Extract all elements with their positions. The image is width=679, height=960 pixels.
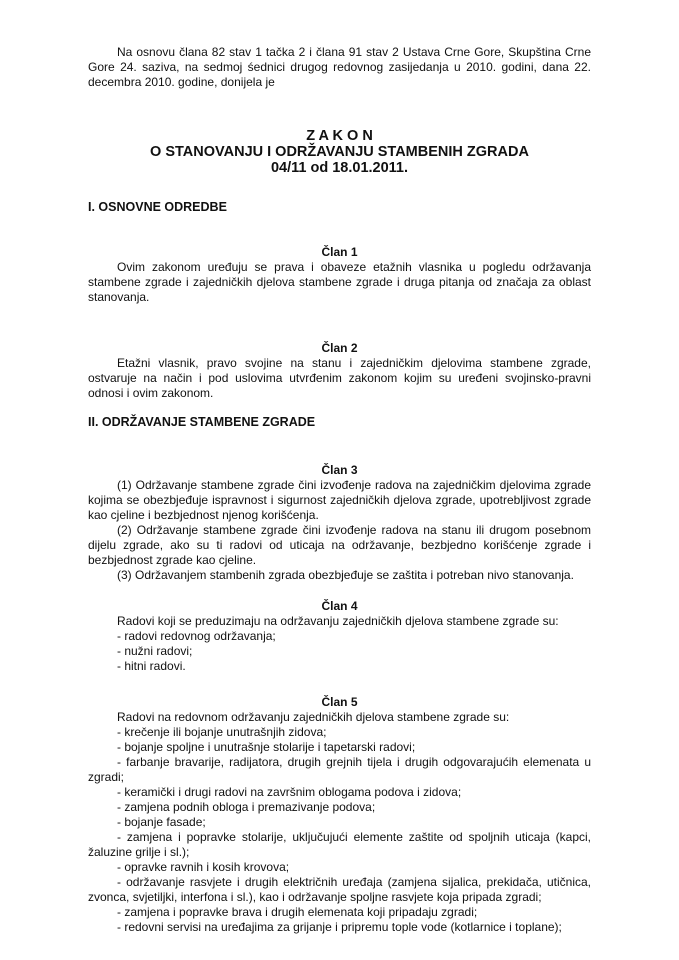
clan-4-item: - radovi redovnog održavanja;: [117, 629, 276, 643]
clan-3-para: (3) Održavanjem stambenih zgrada obezbjeđuje se zaštita i potreban nivo stanovanja.: [117, 568, 574, 582]
clan-4: [88, 599, 591, 674]
clan-1-text: Ovim zakonom uređuju se prava i obaveze etažnih vlasnika u pogledu održavanja stambene zgrade i zajedničkih djelova stambene zgrade i druga pitanja od značaja za oblast stanovanja.: [88, 260, 591, 304]
clan-4-item: - nužni radovi;: [117, 644, 193, 658]
clan-1: [88, 245, 591, 305]
clan-5-item: - održavanje rasvjete i drugih električnih uređaja (zamjena sijalica, prekidača, utičnica, zvonca, svjetiljki, interfona i sl.), kao i održavanje spoljne rasvjete koja pripada zgradi;: [88, 875, 591, 904]
clan-1-label: Član 1: [321, 245, 358, 259]
clan-5-item: - farbanje bravarije, radijatora, drugih grejnih tijela i drugih odgovarajućih elemenata u zgradi;: [88, 755, 591, 784]
law-title: [88, 128, 591, 176]
clan-2-text: Etažni vlasnik, pravo svojine na stanu i zajedničkim djelovima stambene zgrade, ostvaruje na način i pod uslovima utvrđenim zakonom kojim su uređeni svojinsko-pravni odnosi i ovim zakonom.: [88, 356, 591, 400]
clan-5-item: - zamjena podnih obloga i premazivanje podova;: [117, 800, 376, 814]
clan-4-para: Radovi koji se preduzimaju na održavanju zajedničkih djelova stambene zgrade su:: [117, 614, 559, 628]
clan-3-label: Član 3: [321, 463, 358, 477]
clan-5-para: Radovi na redovnom održavanju zajedničkih djelova stambene zgrade su:: [117, 710, 510, 724]
section-heading-1: I. OSNOVNE ODREDBE: [88, 200, 227, 214]
section-heading-2: II. ODRŽAVANJE STAMBENE ZGRADE: [88, 415, 316, 429]
clan-5-item: - zamjena i popravke stolarije, uključujući elemente zaštite od spoljnih uticaja (kapci, žaluzine grilje i sl.);: [88, 830, 591, 859]
clan-5: [88, 695, 591, 935]
clan-5-item: - redovni servisi na uređajima za grijanje i pripremu tople vode (kotlarnice i toplane);: [117, 920, 562, 934]
clan-5-item: - keramički i drugi radovi na završnim oblogama podova i zidova;: [117, 785, 462, 799]
title-line-1: Z A K O N: [306, 128, 373, 144]
title-line-2: O STANOVANJU I ODRŽAVANJU STAMBENIH ZGRADA: [150, 144, 529, 160]
clan-4-item: - hitni radovi.: [117, 659, 186, 673]
title-line-3: 04/11 od 18.01.2011.: [270, 160, 409, 176]
clan-5-item: - opravke ravnih i kosih krovova;: [117, 860, 290, 874]
preamble: [88, 45, 591, 90]
clan-5-item: - krečenje ili bojanje unutrašnjih zidova;: [117, 725, 327, 739]
clan-3: [88, 463, 591, 583]
clan-5-item: - zamjena i popravke brava i drugih elemenata koji pripadaju zgradi;: [117, 905, 478, 919]
clan-2-label: Član 2: [321, 341, 358, 355]
clan-5-item: - bojanje fasade;: [117, 815, 206, 829]
clan-5-item: - bojanje spoljne i unutrašnje stolarije i tapetarski radovi;: [117, 740, 416, 754]
preamble-text: Na osnovu člana 82 stav 1 tačka 2 i člana 91 stav 2 Ustava Crne Gore, Skupština Crne Gore 24. saziva, na sedmoj śednici drugog redovnog zasijedanja u 2010. godini, dana 22. decembra 2010. godine, donijela je: [88, 45, 591, 89]
clan-2: [88, 341, 591, 401]
clan-5-label: Član 5: [321, 695, 358, 709]
clan-3-para: (1) Održavanje stambene zgrade čini izvođenje radova na zajedničkim djelovima zgrade kojima se obezbjeđuje ispravnost i sigurnost zajedničkih djelova zgrade, upotrebljivost zgrade kao cjeline i bezbjednost njenog korišćenja.: [88, 478, 591, 522]
clan-4-label: Član 4: [321, 599, 358, 613]
clan-3-para: (2) Održavanje stambene zgrade čini izvođenje radova na stanu ili drugom posebnom dijelu zgrade, ako su ti radovi od uticaja na održavanje, bezbjedno korišćenje zgrade i bezbjednost zgrade kao cjeline.: [88, 523, 591, 567]
